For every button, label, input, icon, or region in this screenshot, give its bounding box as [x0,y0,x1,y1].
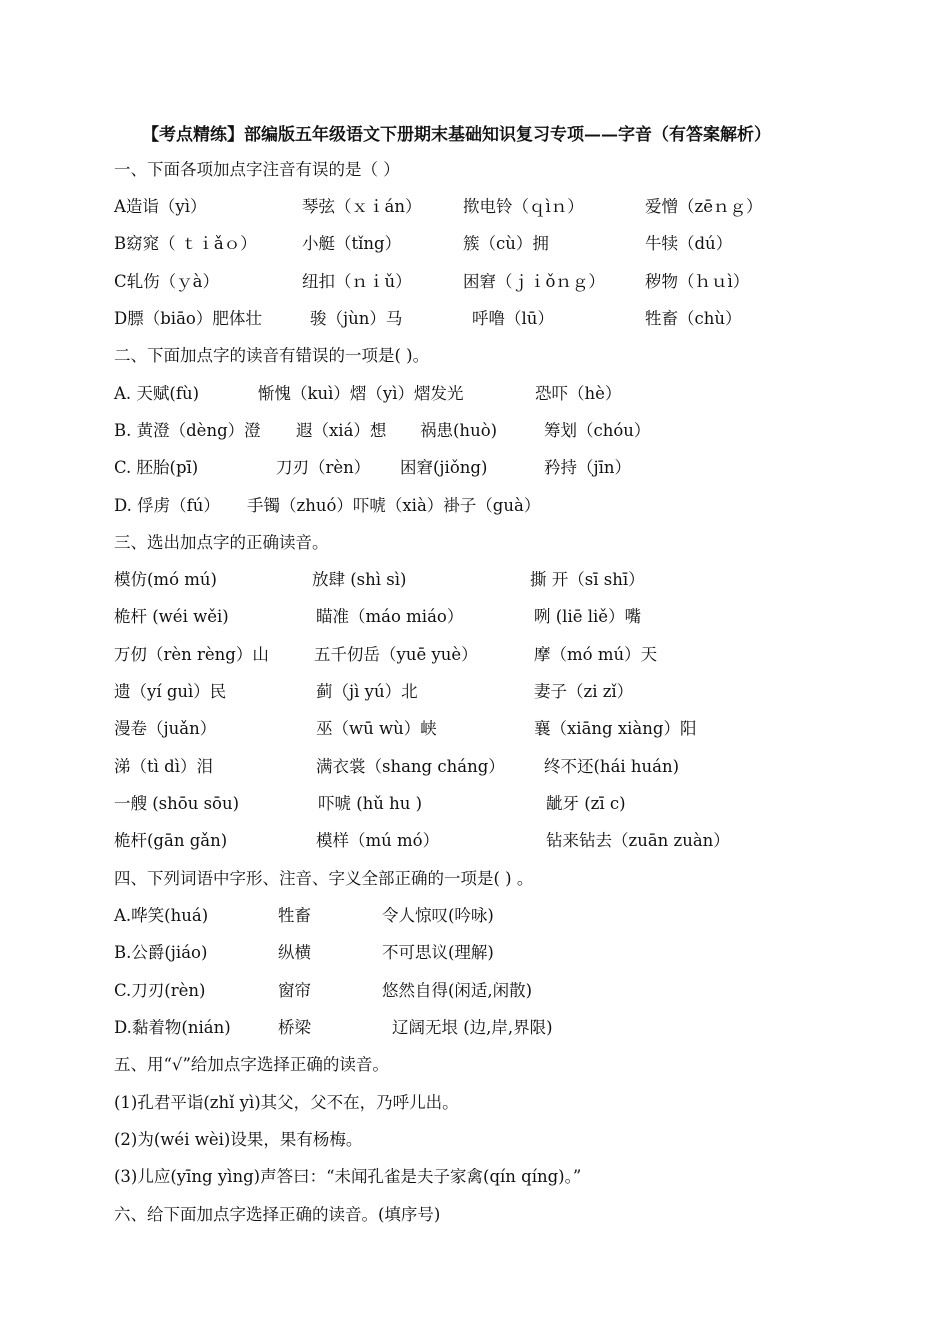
q1-row4-d: 牲畜（chù） [645,309,742,328]
q4-row2-c: 不可思议(理解) [382,943,494,962]
q4-row3-c: 悠然自得(闲适,闲散) [382,981,533,1000]
q3-row2-c: 咧 (liē liě）嘴 [534,607,642,626]
q2-row2-b: 遐（xiá）想 [296,421,387,440]
q4-row1-a: A.哗笑(huá) [114,906,209,925]
q3-row4-b: 蓟（jì yú）北 [316,682,418,701]
q1-row1-c: 揿电铃（ｑìｎ） [463,197,584,216]
q5-heading: 五、用“√”给加点字选择正确的读音。 [114,1055,389,1074]
q4-row2-a: B.公爵(jiáo) [114,943,208,962]
page-title: 【考点精练】部编版五年级语文下册期末基础知识复习专项——字音（有答案解析） [142,125,771,145]
q3-row3-a: 万仞（rèn rèng）山 [114,645,269,664]
q2-row3-b: 刀刃（rèn） [276,458,371,477]
q1-row2-b: 小艇（tǐng） [302,234,402,253]
q4-heading: 四、下列词语中字形、注音、字义全部正确的一项是( ) 。 [114,869,534,888]
q1-row4-c: 呼噜（lū） [472,309,554,328]
q1-heading: 一、下面各项加点字注音有误的是（ ） [114,160,400,179]
q2-row4-a: D. 俘虏（fú） [114,496,220,515]
q1-row3-c: 困窘（ｊｉǒｎｇ） [463,272,605,291]
q3-row3-b: 五千仞岳（yuē yuè） [314,645,478,664]
q2-row1-c: 恐吓（hè） [535,384,622,403]
q1-row3-b: 纽扣（ｎｉǔ） [302,272,412,291]
q1-row1-b: 琴弦（ｘｉán） [302,197,422,216]
q1-row2-a: B窈窕（ ｔｉǎｏ） [114,234,257,253]
q4-row1-b: 牲畜 [278,906,311,925]
q3-row4-a: 遗（yí guì）民 [114,682,227,701]
q4-row4-b: 桥梁 [278,1018,311,1037]
q3-row5-a: 漫卷（juǎn） [114,719,217,738]
q3-row4-c: 妻子（zi zǐ） [534,682,634,701]
q3-row8-b: 模样（mú mó） [316,831,440,850]
q2-row3-c: 困窘(jiǒng) [400,458,488,477]
q3-row7-a: 一艘 (shōu sōu) [114,794,240,813]
q4-row1-c: 令人惊叹(吟咏) [382,906,494,925]
q3-row2-b: 瞄准（máo miáo） [316,607,464,626]
q4-row3-a: C.刀刃(rèn) [114,981,206,1000]
q2-row2-d: 筹划（chóu） [544,421,651,440]
q5-item-1: (1)孔君平诣(zhǐ yì)其父，父不在，乃呼儿出。 [114,1093,459,1112]
q3-row7-b: 吓唬 (hǔ hu ) [318,794,423,813]
q6-heading: 六、给下面加点字选择正确的读音。(填序号) [114,1205,441,1224]
q5-item-2: (2)为(wéi wèi)设果，果有杨梅。 [114,1130,363,1149]
q3-row2-a: 桅杆 (wéi wěi) [114,607,229,626]
q2-row1-b: 惭愧（kuì）熠（yì）熠发光 [258,384,464,403]
q3-row7-c: 龇牙 (zī c) [546,794,626,813]
q3-heading: 三、选出加点字的正确读音。 [114,533,329,552]
q2-row2-c: 祸患(huò) [420,421,498,440]
q3-row1-a: 模仿(mó mú) [114,570,217,589]
q2-heading: 二、下面加点字的读音有错误的一项是( )。 [114,346,430,365]
q5-item-3: (3)儿应(yīng yìng)声答曰：“未闻孔雀是夫子家禽(qín qíng)。” [114,1167,582,1186]
q3-row6-c: 终不还(hái huán) [544,757,680,776]
q2-row3-d: 矜持（jīn） [544,458,632,477]
q1-row3-d: 秽物（ｈｕì） [645,272,750,291]
q2-row4-b: 手镯（zhuó）吓唬（xià）褂子（guà） [247,496,541,515]
q3-row5-c: 襄（xiāng xiàng）阳 [534,719,697,738]
q3-row6-a: 涕（tì dì）泪 [114,757,213,776]
q3-row1-b: 放肆 (shì sì) [312,570,407,589]
q3-row8-a: 桅杆(gān gǎn) [114,831,228,850]
q3-row3-c: 摩（mó mú）天 [534,645,658,664]
q1-row2-c: 簇（cù）拥 [463,234,549,253]
q3-row1-c: 撕 开（sī shī） [530,570,645,589]
q1-row1-a: A造诣（yì） [114,197,207,216]
q4-row4-a: D.黏着物(nián) [114,1018,231,1037]
q4-row4-c: 辽阔无垠 (边,岸,界限) [392,1018,553,1037]
q4-row2-b: 纵横 [278,943,311,962]
q1-row1-d: 爱憎（zēｎｇ） [645,197,763,216]
q1-row3-a: C轧伤（ｙà） [114,272,219,291]
q4-row3-b: 窗帘 [278,981,311,1000]
q2-row3-a: C. 胚胎(pī) [114,458,199,477]
q1-row4-a: D膘（biāo）肥体壮 [114,309,262,328]
q3-row6-b: 满衣裳（shang cháng） [316,757,505,776]
q3-row8-c: 钻来钻去（zuān zuàn） [546,831,730,850]
q3-row5-b: 巫（wū wù）峡 [316,719,437,738]
q1-row4-b: 骏（jùn）马 [310,309,403,328]
q2-row2-a: B. 黄澄（dèng）澄 [114,421,261,440]
q2-row1-a: A. 天赋(fù) [114,384,200,403]
q1-row2-d: 牛犊（dú） [645,234,733,253]
